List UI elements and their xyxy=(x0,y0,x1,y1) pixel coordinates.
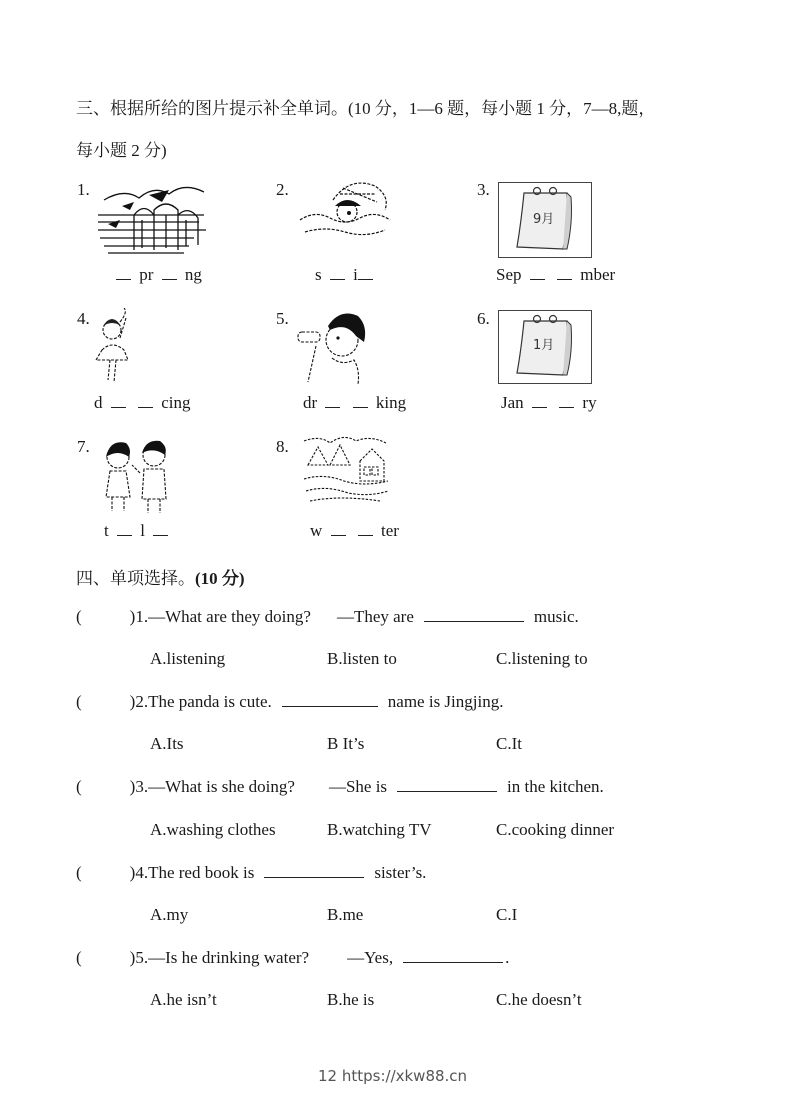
word-part: s xyxy=(315,265,322,284)
word-part: w xyxy=(310,521,323,540)
word-part: cing xyxy=(161,393,191,412)
letter-blank[interactable] xyxy=(557,265,572,280)
calendar-label: 9月 xyxy=(533,212,555,227)
question-text-mid: —They are xyxy=(336,607,414,626)
letter-blank[interactable] xyxy=(162,265,177,280)
word-part: ter xyxy=(381,521,399,540)
swimming-boy-picture xyxy=(295,180,395,245)
word-blank-1 xyxy=(112,265,202,285)
question-2 xyxy=(76,692,503,712)
dancing-girl-picture xyxy=(90,308,140,386)
word-part: king xyxy=(375,393,407,412)
fill-blank[interactable] xyxy=(397,777,497,792)
question-number: )2. xyxy=(129,692,149,711)
option-a[interactable]: A.listening xyxy=(150,649,226,668)
section4-title-text: 四、单项选择。 xyxy=(76,569,195,588)
letter-blank[interactable] xyxy=(358,521,373,536)
spring-scene-picture xyxy=(94,180,214,260)
letter-blank[interactable] xyxy=(331,521,346,536)
letter-blank[interactable] xyxy=(530,265,545,280)
section3-title-line2 xyxy=(76,136,167,161)
talking-kids-picture xyxy=(96,433,180,515)
letter-blank[interactable] xyxy=(111,393,126,408)
word-part: Jan xyxy=(501,393,524,412)
fill-blank[interactable] xyxy=(264,863,364,878)
word-part: ng xyxy=(184,265,202,284)
question-1 xyxy=(76,607,579,627)
word-part: ry xyxy=(582,393,597,412)
question-number: )1. xyxy=(129,607,149,626)
item-number: 8. xyxy=(276,437,289,456)
word-part: t xyxy=(104,521,109,540)
question-text-end: sister’s. xyxy=(374,863,427,882)
word-part: pr xyxy=(139,265,154,284)
option-c[interactable]: C.I xyxy=(496,905,518,924)
answer-bracket-open[interactable]: ( xyxy=(76,948,82,967)
item-number: 6. xyxy=(477,309,490,328)
word-part: dr xyxy=(303,393,318,412)
question-3 xyxy=(76,777,604,797)
option-a[interactable]: A.Its xyxy=(150,734,184,753)
question-text: The panda is cute. xyxy=(148,692,272,711)
letter-blank[interactable] xyxy=(358,265,373,280)
word-blank-5 xyxy=(303,393,406,413)
item-number: 2. xyxy=(276,180,289,199)
question-5 xyxy=(76,948,509,968)
option-c[interactable]: C.It xyxy=(496,734,522,753)
letter-blank[interactable] xyxy=(153,521,168,536)
word-part: mber xyxy=(580,265,616,284)
word-part: i xyxy=(353,265,358,284)
question-text: —What are they doing? xyxy=(148,607,311,626)
question-number: )4. xyxy=(129,863,149,882)
answer-bracket-open[interactable]: ( xyxy=(76,863,82,882)
fill-blank[interactable] xyxy=(403,948,503,963)
letter-blank[interactable] xyxy=(559,393,574,408)
question-text: The red book is xyxy=(148,863,255,882)
word-blank-7 xyxy=(104,521,172,541)
section4-score: (10 分) xyxy=(195,569,245,588)
item-number: 7. xyxy=(77,437,90,456)
letter-blank[interactable] xyxy=(330,265,345,280)
calendar-picture-september xyxy=(498,182,592,258)
drinking-boy-picture xyxy=(296,306,372,386)
option-b[interactable]: B.listen to xyxy=(327,649,397,668)
question-text-mid: —She is xyxy=(328,777,388,796)
word-blank-6 xyxy=(501,393,597,413)
answer-bracket-open[interactable]: ( xyxy=(76,607,82,626)
section3-title-text-2: 每小题 2 分) xyxy=(76,141,167,160)
letter-blank[interactable] xyxy=(117,521,132,536)
question-text-mid: —Yes, xyxy=(347,948,394,967)
question-text: —Is he drinking water? xyxy=(148,948,310,967)
question-number: )5. xyxy=(129,948,149,967)
option-b[interactable]: B.he is xyxy=(327,990,375,1009)
section4-title xyxy=(76,564,245,589)
question-text: —What is she doing? xyxy=(148,777,295,796)
section3-title-line1 xyxy=(76,94,655,119)
section3-title-text: 三、根据所给的图片提示补全单词。(10 分，1—6 题，每小题 1 分，7—8,题， xyxy=(76,99,656,118)
calendar-picture-january xyxy=(498,310,592,384)
answer-bracket-open[interactable]: ( xyxy=(76,777,82,796)
option-c[interactable]: C.cooking dinner xyxy=(496,820,615,839)
fill-blank[interactable] xyxy=(424,607,524,622)
word-part: l xyxy=(140,521,145,540)
option-b[interactable]: B.watching TV xyxy=(327,820,432,839)
word-blank-2 xyxy=(315,265,377,285)
item-number: 4. xyxy=(77,309,90,328)
option-c[interactable]: C.he doesn’t xyxy=(496,990,582,1009)
letter-blank[interactable] xyxy=(532,393,547,408)
item-number: 5. xyxy=(276,309,289,328)
fill-blank[interactable] xyxy=(282,692,378,707)
word-part: Sep xyxy=(496,265,522,284)
word-part: d xyxy=(94,393,103,412)
question-number: )3. xyxy=(129,777,149,796)
option-a[interactable]: A.he isn’t xyxy=(150,990,217,1009)
word-blank-8 xyxy=(310,521,399,541)
item-number: 3. xyxy=(477,180,490,199)
letter-blank[interactable] xyxy=(325,393,340,408)
word-blank-4 xyxy=(94,393,191,413)
option-b[interactable]: B It’s xyxy=(327,734,365,753)
item-number: 1. xyxy=(77,180,90,199)
question-text-end: . xyxy=(505,948,510,967)
question-text-end: in the kitchen. xyxy=(507,777,604,796)
calendar-label: 1月 xyxy=(533,338,555,353)
question-text-end: music. xyxy=(533,607,579,626)
letter-blank[interactable] xyxy=(116,265,131,280)
option-a[interactable]: A.washing clothes xyxy=(150,820,276,839)
option-c[interactable]: C.listening to xyxy=(496,649,588,668)
letter-blank[interactable] xyxy=(138,393,153,408)
option-a[interactable]: A.my xyxy=(150,905,189,924)
page-footer: 12 https://xkw88.cn xyxy=(318,1067,468,1085)
answer-bracket-open[interactable]: ( xyxy=(76,692,82,711)
option-b[interactable]: B.me xyxy=(327,905,364,924)
word-blank-3 xyxy=(496,265,615,285)
question-4 xyxy=(76,863,426,883)
question-text-end: name is Jingjing. xyxy=(387,692,504,711)
letter-blank[interactable] xyxy=(353,393,368,408)
winter-scene-picture xyxy=(300,435,392,509)
